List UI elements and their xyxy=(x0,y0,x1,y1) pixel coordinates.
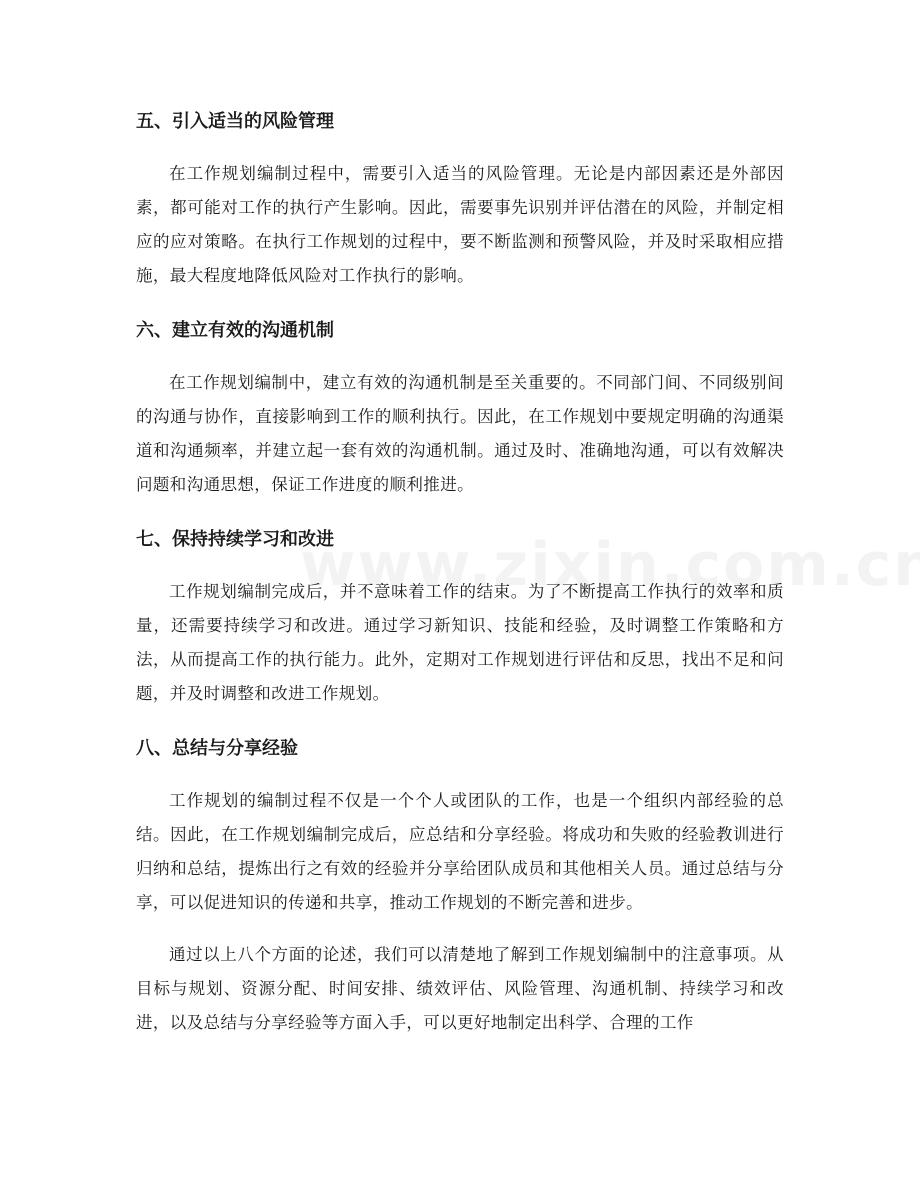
section-heading: 五、引入适当的风险管理 xyxy=(136,111,334,132)
section-paragraph: 工作规划的编制过程不仅是一个个人或团队的工作，也是一个组织内部经验的总结。因此，在工作规划编制完成后，应总结和分享经验。将成功和失败的经验教训进行归纳和总结，提炼出行之有效的经验并分享给团队成员和其他相关人员。通过总结与分享，可以促进知识的传递和共享，推动工作规划的不断完善和进步。 xyxy=(136,791,784,912)
section-8 xyxy=(136,729,784,938)
section-7 xyxy=(136,520,784,729)
section-heading: 八、总结与分享经验 xyxy=(136,738,298,759)
section-heading: 七、保持持续学习和改进 xyxy=(136,529,334,550)
section-paragraph: 在工作规划编制过程中，需要引入适当的风险管理。无论是内部因素还是外部因素，都可能对工作的执行产生影响。因此，需要事先识别并评估潜在的风险，并制定相应的应对策略。在执行工作规划的过程中，要不断监测和预警风险，并及时采取相应措施，最大程度地降低风险对工作执行的影响。 xyxy=(136,164,784,285)
section-5 xyxy=(136,102,784,311)
document-body xyxy=(136,102,784,1040)
section-paragraph: 工作规划编制完成后，并不意味着工作的结束。为了不断提高工作执行的效率和质量，还需要持续学习和改进。通过学习新知识、技能和经验，及时调整工作策略和方法，从而提高工作的执行能力。此外，定期对工作规划进行评估和反思，找出不足和问题，并及时调整和改进工作规划。 xyxy=(136,582,784,703)
section-6 xyxy=(136,311,784,520)
section-paragraph: 在工作规划编制中，建立有效的沟通机制是至关重要的。不同部门间、不同级别间的沟通与协作，直接影响到工作的顺利执行。因此，在工作规划中要规定明确的沟通渠道和沟通频率，并建立起一套有效的沟通机制。通过及时、准确地沟通，可以有效解决问题和沟通思想，保证工作进度的顺利推进。 xyxy=(136,373,784,494)
conclusion-paragraph: 通过以上八个方面的论述，我们可以清楚地了解到工作规划编制中的注意事项。从目标与规划、资源分配、时间安排、绩效评估、风险管理、沟通机制、持续学习和改进，以及总结与分享经验等方面入手，可以更好地制定出科学、合理的工作 xyxy=(136,945,784,1032)
section-heading: 六、建立有效的沟通机制 xyxy=(136,320,334,341)
